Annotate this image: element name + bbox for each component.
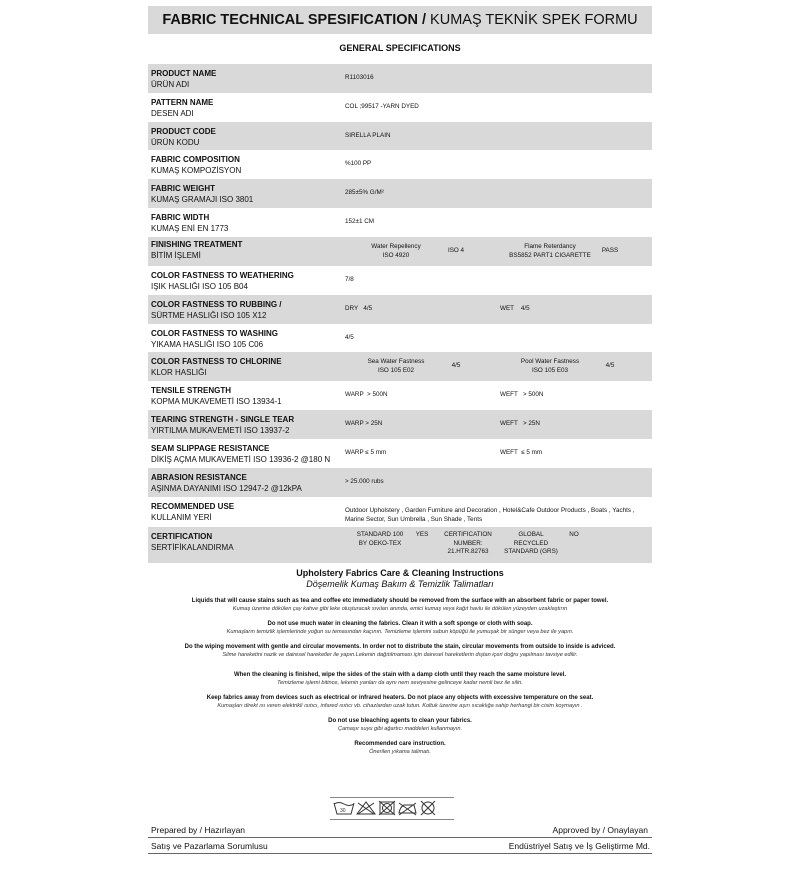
spec-label [151, 501, 234, 523]
spec-row [148, 237, 652, 266]
care-instructions [148, 568, 652, 755]
spec-value: WARP > 500N [345, 391, 388, 399]
spec-value: Sea Water Fastness ISO 105 E02 [367, 358, 425, 374]
spec-label-tr: IŞIK HASLIĞI ISO 105 B04 [151, 282, 248, 291]
care-symbols [332, 800, 452, 816]
divider [330, 819, 454, 820]
spec-label-en: COLOR FASTNESS TO WEATHERING [151, 271, 294, 280]
signature-line [148, 837, 652, 838]
spec-value: > 25.000 rubs [345, 478, 384, 486]
divider [330, 797, 454, 798]
spec-label-en: COLOR FASTNESS TO CHLORINE [151, 357, 282, 366]
document-title [148, 6, 652, 34]
spec-row [148, 410, 652, 439]
spec-label-en: FABRIC WEIGHT [151, 184, 215, 193]
spec-label-tr: SERTİFİKALANDIRMA [151, 543, 234, 552]
spec-label-en: TEARING STRENGTH - SINGLE TEAR [151, 415, 295, 424]
spec-value: WARP ≤ 5 mm [345, 449, 387, 457]
no-iron-icon [399, 803, 416, 815]
no-dry-clean-icon [421, 801, 435, 815]
spec-label-en: TENSILE STRENGTH [151, 386, 232, 395]
spec-value: Outdoor Upholstery , Garden Furniture and Decoration , Hotel&Cafe Outdoor Products , Boats , Yachts , Marine Sector, Sun Umbrella , Sun Shade , Tents [345, 507, 635, 523]
spec-label [151, 126, 216, 148]
prepared-by-role: Satış ve Pazarlama Sorumlusu [151, 841, 268, 851]
spec-row [148, 352, 652, 381]
spec-label-en: RECOMMENDED USE [151, 502, 235, 511]
care-text-en: Do not use bleaching agents to clean your fabrics. [328, 718, 472, 724]
spec-value: R1103016 [345, 74, 374, 82]
spec-row [148, 150, 652, 179]
spec-label-tr: DİKİŞ AÇMA MUKAVEMETİ ISO 13936-2 @180 N [151, 455, 331, 464]
spec-label [151, 414, 294, 436]
spec-value: COL ;99517 -YARN DYED [345, 103, 419, 111]
spec-label-en: COLOR FASTNESS TO RUBBING / [151, 300, 282, 309]
wash-30-icon [334, 803, 354, 815]
prepared-by-label: Prepared by / Hazırlayan [151, 825, 246, 835]
section-title: GENERAL SPECIFICATIONS [339, 43, 461, 53]
approved-by-label: Approved by / Onaylayan [552, 825, 648, 835]
spec-row [148, 295, 652, 324]
spec-label-tr: KUMAŞ ENİ EN 1773 [151, 224, 229, 233]
spec-value: Pool Water Fastness ISO 105 E03 [520, 358, 580, 374]
care-item [148, 598, 652, 612]
spec-value: 4/5 [345, 333, 354, 341]
spec-label-en: PATTERN NAME [151, 98, 214, 107]
care-text-tr: Silme hareketini nazik ve dairesel hareketler ile yapın.Lekenin dağıtılmaması için dairesel hareketlerin dıştan içeri doğru yapılması tavsiye edilir. [222, 652, 578, 658]
signature-line [148, 853, 652, 854]
spec-label [151, 183, 253, 205]
spec-value: 4/5 [605, 362, 615, 370]
spec-label-tr: KOPMA MUKAVEMETİ ISO 13934-1 [151, 397, 282, 406]
spec-value: WARP > 25N [345, 420, 383, 428]
spec-label-en: PRODUCT NAME [151, 69, 217, 78]
spec-value: Flame Reterdancy BS5852 PART1 CIGARETTE [509, 243, 591, 259]
spec-value: WET 4/5 [500, 305, 530, 313]
spec-label-tr: ÜRÜN KODU [151, 138, 200, 147]
spec-label-en: PRODUCT CODE [151, 127, 216, 136]
spec-value: 7/8 [345, 276, 354, 284]
no-bleach-icon [357, 802, 375, 814]
spec-value: WEFT > 500N [500, 391, 544, 399]
spec-label [151, 356, 282, 378]
care-text-tr: Çamaşır suyu gibi ağartıcı maddeleri kullanmayın. [337, 726, 463, 732]
spec-label [151, 328, 278, 350]
spec-row [148, 381, 652, 410]
spec-value: STANDARD 100 BY OEKO-TEX [356, 531, 404, 547]
spec-row [148, 439, 652, 468]
spec-value: NO [569, 531, 579, 538]
care-text-en: Keep fabrics away from devices such as electrical or infrared heaters. Do not place any objects with excessive temperature on the seat. [206, 695, 594, 701]
care-item [148, 695, 652, 709]
title-tr: KUMAŞ TEKNİK SPEK FORMU [430, 12, 638, 28]
spec-value: DRY 4/5 [345, 305, 373, 313]
spec-label-tr: BİTİM İŞLEMİ [151, 251, 201, 260]
care-text-en: Do the wiping movement with gentle and circular movements. In order not to distribute the stain, circular movements from outside to inside is adviced. [184, 644, 616, 650]
spec-value: 4/5 [451, 362, 461, 370]
spec-value: ISO 4 [447, 247, 465, 255]
spec-label-tr: YIKAMA HASLIĞI ISO 105 C06 [151, 340, 264, 349]
care-item [148, 621, 652, 635]
spec-row [148, 64, 652, 93]
care-subtitle: Döşemelik Kumaş Bakım & Temizlik Talimatları [306, 579, 494, 589]
spec-label-tr: SÜRTME HASLIĞI ISO 105 X12 [151, 311, 267, 320]
spec-label [151, 443, 330, 465]
care-text-tr: Kumaşları direkt ısı veren elektrikli ısıtıcı, infared ısıtıcı vb. cihazlardan uzak tutun. Koltuk üzerine aşırı sıcaklığa sahip herhangi bir cisim koymayın . [217, 703, 583, 709]
care-item [148, 718, 652, 732]
care-text-tr: Kumaş üzerine dökülen çay kahve gibi leke oluşturacak sıvıları anında, emici kumaş veya kağıt havlu ile dökülen yüzeyden uzaklaştırın [232, 606, 568, 612]
spec-label-en: FINISHING TREATMENT [151, 240, 243, 249]
spec-row [148, 208, 652, 237]
spec-label [151, 385, 282, 407]
spec-label-en: SEAM SLIPPAGE RESISTANCE [151, 444, 270, 453]
spec-label [151, 239, 242, 261]
spec-value: CERTIFICATION NUMBER: 21.HTR.82763 [444, 531, 492, 555]
spec-row [148, 122, 652, 150]
spec-label-en: ABRASION RESISTANCE [151, 473, 247, 482]
spec-label [151, 154, 241, 176]
spec-label-en: FABRIC COMPOSITION [151, 155, 240, 164]
spec-label [151, 531, 234, 553]
spec-label-tr: YIRTILMA MUKAVEMETİ ISO 13937-2 [151, 426, 290, 435]
spec-label [151, 212, 228, 234]
spec-value: %100 PP [345, 160, 372, 168]
spec-row [148, 179, 652, 208]
spec-label-en: COLOR FASTNESS TO WASHING [151, 329, 278, 338]
spec-row [148, 324, 652, 352]
no-tumble-dry-icon [379, 801, 395, 815]
spec-row [148, 497, 652, 527]
spec-value: WEFT ≤ 5 mm [500, 449, 543, 457]
spec-label [151, 299, 282, 321]
care-item [148, 644, 652, 658]
spec-value: 152±1 CM [345, 218, 375, 226]
spec-label-tr: KULLANIM YERİ [151, 513, 212, 522]
spec-value: PASS [601, 247, 619, 255]
spec-row [148, 527, 652, 563]
spec-label-tr: DESEN ADI [151, 109, 194, 118]
wash-temp: 30 [340, 808, 346, 814]
spec-label-tr: KUMAŞ GRAMAJI ISO 3801 [151, 195, 254, 204]
care-text-tr: Önerilen yıkama talimatı. [369, 749, 431, 755]
spec-value: YES [415, 531, 429, 538]
spec-label-tr: KLOR HASLIĞI [151, 368, 207, 377]
care-text-en: Do not use much water in cleaning the fabrics. Clean it with a soft sponge or cloth with soap. [267, 621, 533, 627]
spec-value: 285±5% G/M² [345, 189, 384, 197]
spec-value: SIRELLA PLAIN [345, 131, 391, 139]
spec-value: WEFT > 25N [500, 420, 540, 428]
care-text-en: Recommended care instruction. [354, 741, 446, 747]
spec-row [148, 266, 652, 295]
approved-by-role: Endüstriyel Satış ve İş Geliştirme Md. [508, 841, 650, 851]
spec-label-tr: AŞINMA DAYANIMI ISO 12947-2 @12kPA [151, 484, 302, 493]
care-text-en: Liquids that will cause stains such as tea and coffee etc immediately should be removed from the surface with an absorbent fabric or paper towel. [191, 598, 609, 604]
spec-label [151, 68, 216, 90]
care-item [148, 741, 652, 755]
spec-row [148, 93, 652, 122]
spec-label [151, 270, 294, 292]
title-en: FABRIC TECHNICAL SPESIFICATION / [162, 12, 427, 28]
care-text-tr: Kumaşların temizlik işlemlerinde yoğun su temasından kaçının. Temizleme işlemini sabun köpüğü ile yumuşak bir sünger veya bez ile yapın. [226, 629, 574, 635]
spec-row [148, 468, 652, 497]
care-text-en: When the cleaning is finished, wipe the sides of the stain with a damp cloth until they reach the same moisture level. [233, 672, 567, 678]
spec-label-en: CERTIFICATION [151, 532, 213, 541]
spec-label-tr: KUMAŞ KOMPOZİSYON [151, 166, 242, 175]
spec-label-en: FABRIC WIDTH [151, 213, 210, 222]
spec-value: GLOBAL RECYCLED STANDARD (GRS) [504, 531, 558, 555]
spec-label-tr: ÜRÜN ADI [151, 80, 190, 89]
care-title: Upholstery Fabrics Care & Cleaning Instructions [296, 568, 504, 578]
spec-label [151, 97, 213, 119]
spec-label [151, 472, 302, 494]
care-text-tr: Temizleme işlemi bitince, lekenin yanları da aynı nem seviyesine gelinceye kadar nemli bez ile silin. [277, 680, 523, 686]
care-item [148, 672, 652, 686]
spec-value: Water Repellency ISO 4920 [371, 243, 421, 259]
